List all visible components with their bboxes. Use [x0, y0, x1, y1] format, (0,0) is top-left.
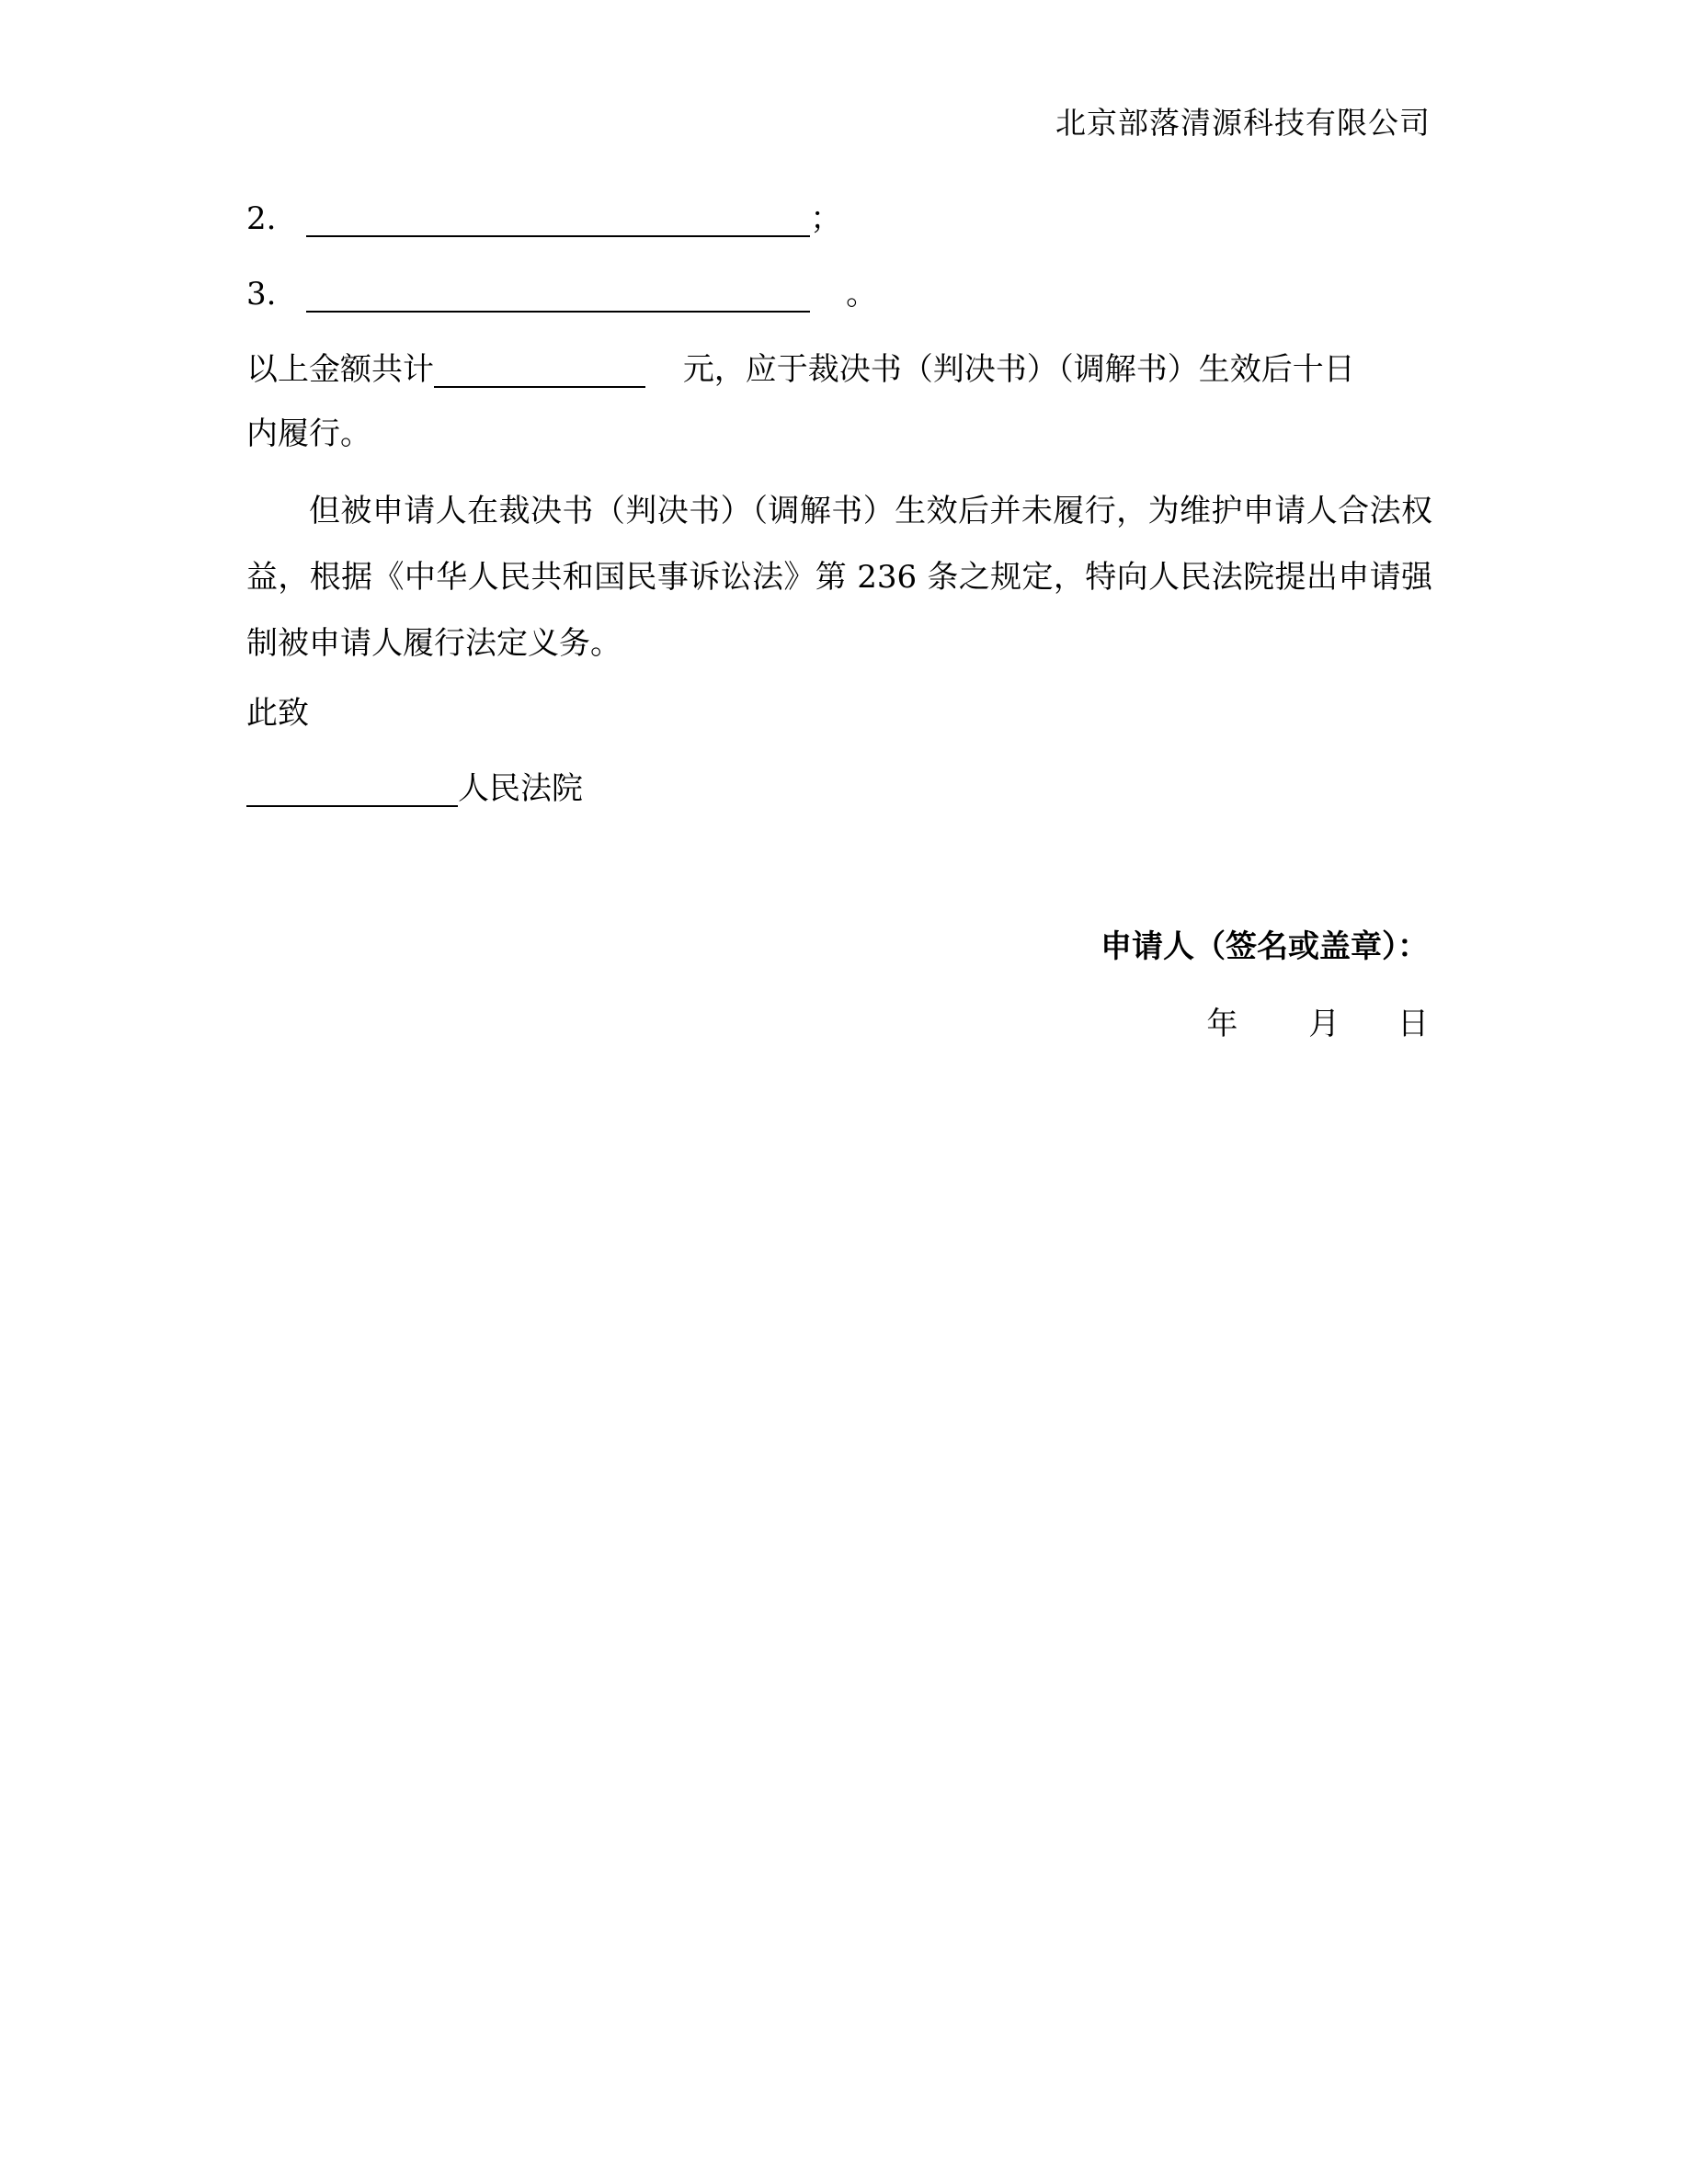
body-paragraph: 但被申请人在裁决书（判决书）（调解书）生效后并未履行，为维护申请人合法权益，根据《中华人民共和国民事诉讼法》第 236 条之规定，特向人民法院提出申请强制被申请人履行法定义务。	[246, 493, 1432, 662]
date-year: 年	[1206, 1006, 1238, 1042]
amount-suffix: 元，应于裁决书（判决书）（调解书）生效后十日	[682, 351, 1355, 388]
company-name: 北京部落清源科技有限公司	[1055, 105, 1431, 141]
signature-date	[1206, 998, 1429, 1043]
list-item-3	[246, 276, 877, 313]
blank-field-item-3[interactable]	[306, 283, 810, 313]
amount-continuation: 内履行。	[246, 415, 371, 452]
amount-line	[246, 351, 1355, 388]
applicant-signature-label: 申请人（签名或盖章）：	[1101, 928, 1429, 965]
date-month: 月	[1308, 1006, 1340, 1042]
salutation: 此致	[246, 695, 309, 732]
amount-blank-field[interactable]	[434, 358, 645, 388]
amount-prefix: 以上金额共计	[246, 351, 434, 388]
court-suffix: 人民法院	[458, 770, 583, 807]
list-item-2	[246, 200, 841, 237]
blank-field-item-2[interactable]	[306, 208, 810, 237]
item-end-punctuation: ；	[810, 200, 842, 237]
item-end-punctuation: 。	[846, 276, 878, 313]
court-blank-field[interactable]	[246, 778, 458, 807]
court-line	[246, 770, 583, 807]
item-number: 2.	[246, 200, 277, 237]
date-day: 日	[1397, 1006, 1429, 1042]
item-number: 3.	[246, 276, 277, 313]
